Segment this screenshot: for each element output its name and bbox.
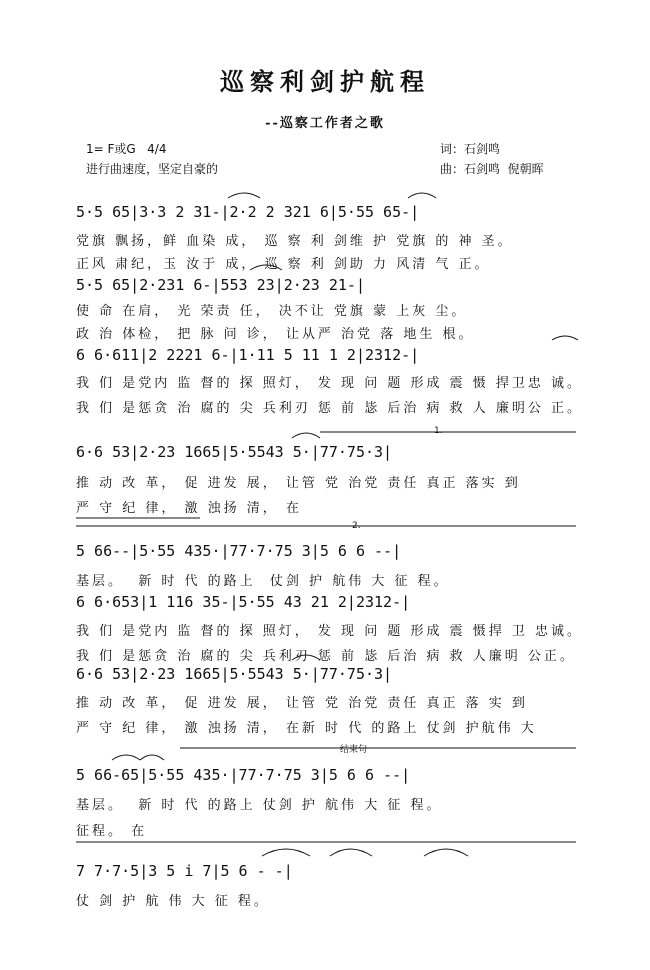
lyrics-row-5: 基层。 新 时 代 的路上 仗剑 护 航伟 大 征 程。	[76, 574, 450, 589]
tie-row-9c	[424, 849, 468, 856]
lyrics-row-2-verse-1: 使 命 在肩， 光 荣责 任， 决不让 党旗 蒙 上灰 尘。	[76, 304, 468, 319]
lyrics-row-9: 仗 剑 护 航 伟 大 征 程。	[76, 894, 270, 909]
lyrics-row-2-verse-2: 政 治 体检， 把 脉 问 诊， 让从严 治党 落 地生 根。	[76, 327, 475, 342]
volta-2-label: 2.	[352, 521, 361, 531]
lyrics-row-8-verse-2: 征程。 在	[76, 824, 148, 839]
volta-1-label: 1.	[434, 426, 443, 436]
song-title: 巡察利剑护航程	[220, 67, 430, 96]
lyrics-row-6-verse-1: 我 们 是党内 监 督的 探 照灯， 发 现 问 题 形成 震 慑捍 卫 忠诚。	[76, 624, 583, 639]
lyrics-row-1-verse-2: 正风 肃纪，玉 汝于 成， 巡 察 利 剑助 力 风清 气 正。	[76, 257, 491, 272]
lyrics-row-4-verse-2: 严 守 纪 律， 激 浊扬 清， 在	[76, 501, 302, 516]
song-subtitle: --巡察工作者之歌	[265, 116, 385, 131]
lyrics-row-3-verse-1: 我 们 是党内 监 督的 探 照灯， 发 现 问 题 形成 震 慑 捍卫忠 诚。	[76, 376, 583, 391]
key-meter: 1= F或G 4/4	[86, 142, 167, 156]
tie-row-8a	[112, 755, 140, 760]
tie-row-9b	[330, 849, 372, 856]
lyrics-row-7-verse-1: 推 动 改 革， 促 进发 展， 让管 党 治党 责任 真正 落 实 到	[76, 696, 528, 711]
tie-row-2	[250, 265, 282, 270]
notation-row-2: 5·5 65|2·231 6-|553 23|2·23 21-|	[76, 276, 365, 294]
tie-row-9a	[262, 849, 310, 856]
lyrics-row-6-verse-2: 我 们 是惩贪 治 腐的 尖 兵利刃 惩 前 毖 后治 病 救 人廉明 公正。	[76, 649, 576, 664]
ending-label: 结束句	[340, 745, 368, 755]
notation-row-6: 6 6·653|1 116 35-|5·55 43 21 2|2312-|	[76, 593, 411, 611]
tie-row-1b	[408, 193, 436, 198]
composer-credit: 曲：石剑鸣 倪朝晖	[440, 162, 544, 176]
tie-row-7	[292, 655, 320, 660]
notation-row-4: 6·6 53|2·23 1665|5·5543 5·|77·75·3|	[76, 443, 393, 461]
lyrics-row-3-verse-2: 我 们 是惩贪 治 腐的 尖 兵利刃 惩 前 毖 后治 病 救 人 廉明公 正。	[76, 401, 583, 416]
notation-row-7: 6·6 53|2·23 1665|5·5543 5·|77·75·3|	[76, 665, 393, 683]
tie-row-4	[292, 433, 320, 438]
lyrics-row-7-verse-2: 严 守 纪 律， 激 浊扬 清， 在新 时 代 的路上 仗剑 护航伟 大	[76, 721, 537, 736]
notation-row-3: 6 6·611|2 2221 6-|1·11 5 11 1 2|2312-|	[76, 346, 420, 364]
tie-row-3	[552, 336, 578, 340]
tie-row-1a	[228, 193, 260, 198]
notation-row-9: 7 7·7·5|3 5 i 7|5 6 - -|	[76, 862, 293, 880]
notation-row-1: 5·5 65|3·3 2 31-|2·2 2 321 6|5·55 65-|	[76, 203, 420, 221]
lyrics-row-8-verse-1: 基层。 新 时 代 的路上 仗剑 护 航伟 大 征 程。	[76, 798, 443, 813]
notation-row-5: 5 66--|5·55 435·|77·7·75 3|5 6 6 --|	[76, 542, 402, 560]
notation-row-8: 5 66-65|5·55 435·|77·7·75 3|5 6 6 --|	[76, 766, 411, 784]
lyrics-row-1-verse-1: 党旗 飘扬，鲜 血染 成， 巡 察 利 剑维 护 党旗 的 神 圣。	[76, 234, 514, 249]
tie-row-8b	[140, 755, 164, 760]
tempo-marking: 进行曲速度，坚定自豪的	[86, 162, 219, 176]
lyrics-row-4-verse-1: 推 动 改 革， 促 进发 展， 让管 党 治党 责任 真正 落实 到	[76, 476, 521, 491]
lyricist-credit: 词：石剑鸣	[440, 142, 501, 156]
